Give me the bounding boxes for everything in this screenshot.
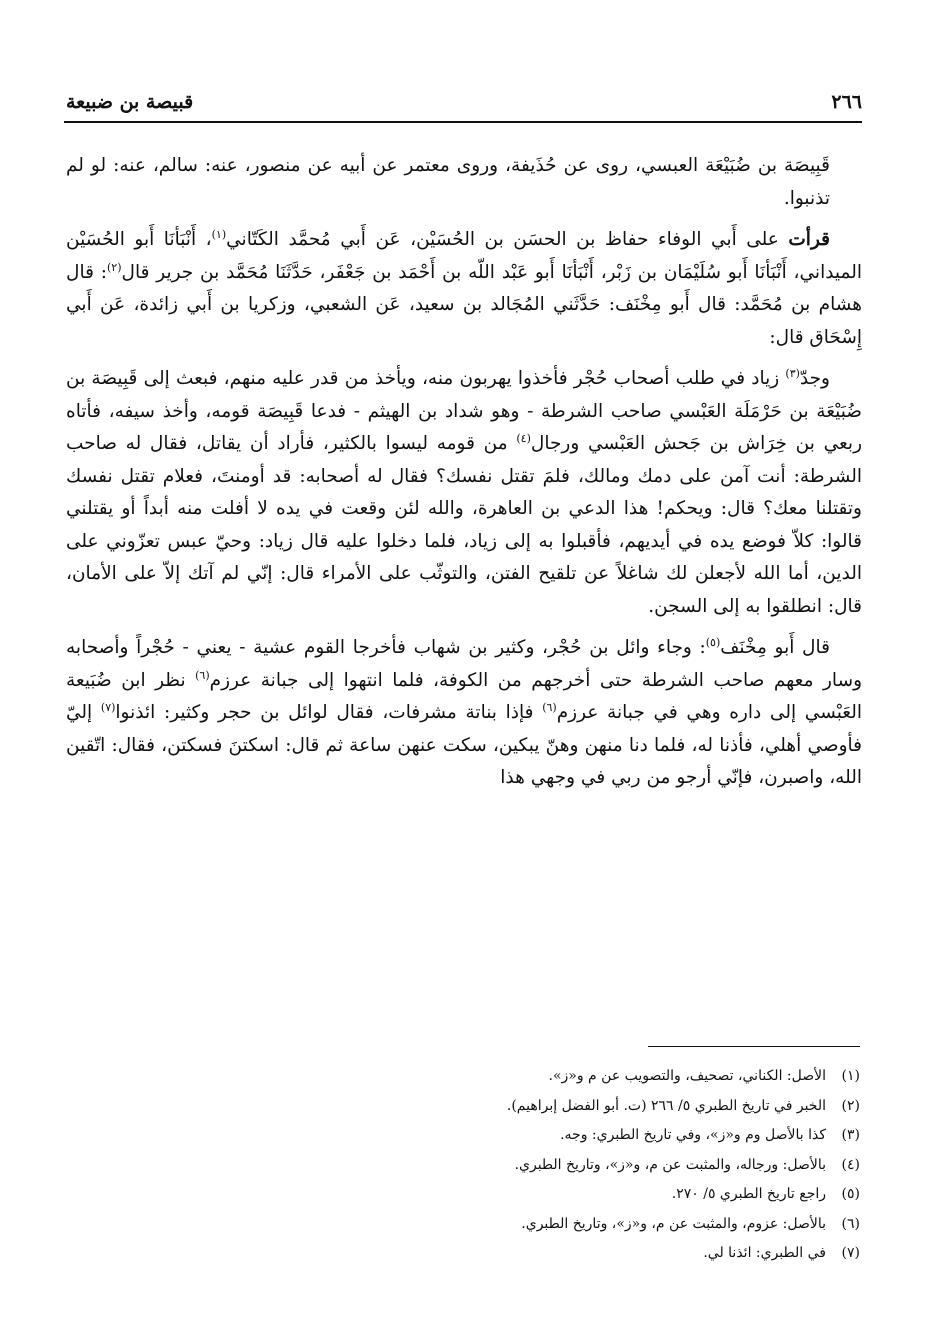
paragraph: قَبِيصَة بن ضُبَيْعَة العبسي، روى عن حُذَيفة، وروى معتمر عن أبيه عن منصور، عنه: سالم، عنه: لو لم تذنبوا.: [66, 155, 830, 209]
footnote-ref: (٦): [542, 700, 557, 714]
footnote-text: بالأصل: عزوم، والمثبت عن م، و«ز»، وتاريخ الطبري.: [521, 1215, 826, 1232]
footnote-number: (١): [841, 1068, 860, 1084]
footnote-ref: (٥): [705, 635, 721, 649]
paragraph-text: على أَبي الوفاء حفاظ بن الحسَن بن الحُسَيْن، عَن أَبي مُحمَّد الكَتّاني: [226, 229, 789, 250]
footnote: [300, 1151, 860, 1181]
footnote-text: راجع تاريخ الطبري ٥/ ٢٧٠.: [671, 1186, 826, 1202]
footnote: [300, 1210, 860, 1240]
footnotes: [300, 1062, 860, 1269]
paragraph-lead: قرأت: [788, 229, 830, 250]
footnote-number: (٧): [841, 1245, 860, 1261]
footnote-ref: (٢): [106, 260, 122, 274]
paragraph: [66, 363, 862, 623]
paragraph-text: زياد في طلب أصحاب حُجْر فأخذوا يهربون منه، ويأخذ من قدر عليه منهم، فبعث إلى قَبِيصَة بن ضُبَيْعَة بن حَرْمَلَة العَبْسي صاحب الشرطة - وهو شداد بن الهيثم - فدعا قَبِيصَة قومه، وأخذ سيفه، فأتاه ربعي بن خِرَاش بن جَحش العَبْسي ورجال: [66, 368, 862, 454]
footnote-number: (٢): [841, 1097, 860, 1114]
footnote: [300, 1180, 860, 1210]
running-title: قبيصة بن ضبيعة: [66, 91, 194, 113]
paragraph-text: من قومه ليسوا بالكثير، فأراد أن يقاتل، فقال له صاحب الشرطة: أنت آمن على دمك ومالك، فلمَ تقتل نفسك؟ فقال له أصحابه: قد أومنتَ، فعلام تقتل نفسك وتقتلنا معك؟ قال: ويحكم! هذا الدعي بن العاهرة، والله لئن وقعت في يده لا أفلت منه أبداً أو يقتلني قالوا: كلاّ فوضع يده في أيديهم، فأقبلوا به إلى زياد، فلما دخلوا عليه قال زياد: وحيّ عبس تعزّوني على الدين، أما الله لأجعلن لك شاغلاً عن تلقيح الفتن، والتوثّب على الأمراء قال: إنّي لم آتك إلاّ على الأمان، قال: انطلقوا به إلى السجن.: [66, 433, 862, 617]
paragraph-text: ، أَنْبَأنَا أَبو الحُسَيْن الميداني، أَنْبَأنَا أَبو سُلَيْمَان بن زَبْر، أَنْبَأنَا أَبو عَبْد اللّه بن أَحْمَد بن جَعْفَر، حَدَّثَنَا مُحَمَّد بن جرير قال: [66, 229, 862, 283]
footnote-ref: (٧): [100, 700, 116, 714]
footnote-text: الخبر في تاريخ الطبري ٥/ ٢٦٦ (ت. أبو الفضل إبراهيم).: [506, 1097, 826, 1114]
footnote-number: (٣): [841, 1127, 860, 1143]
footnote: [300, 1121, 860, 1151]
main-text: [66, 150, 862, 804]
paragraph-text: قال أَبو مِخْنَف: [720, 637, 830, 658]
footnote-text: بالأصل: ورجاله، والمثبت عن م، و«ز»، وتاريخ الطبري.: [514, 1156, 826, 1173]
footnote-ref: (١): [211, 227, 227, 241]
footnote: [300, 1092, 860, 1122]
paragraph-text: فإذا بناتة مشرفات، فقال لوائل بن حجر وكثير: ائذنوا: [115, 702, 543, 723]
footnote-text: الأصل: الكناني، تصحيف، والتصويب عن م و«ز».: [548, 1068, 826, 1084]
paragraph-text: إليّ فأوصي أهلي، فأذنا له، فلما دنا منهن وهنّ يبكين، سكت عنهن ساعة ثم قال: اسكتنَ فسكتن، فقال: اتّقين الله، واصبرن، فإنّي أرجو من ربي في وجهي هذا: [66, 702, 862, 788]
paragraph: [66, 224, 862, 354]
footnote-ref: (٦): [195, 668, 210, 682]
paragraph-text: وجدّ: [799, 368, 830, 389]
footnote-text: في الطبري: ائذنا لي.: [703, 1245, 826, 1261]
paragraph-text: نظر ابن ضُبَيعة العَبْسي إلى داره وهي في جبانة عرزم: [66, 669, 863, 723]
paragraph-text: : وجاء وائل بن حُجْر، وكثير بن شهاب فأخرجا القوم عشية - يعني - حُجْراً وأصحابه وسار معهم صاحب الشرطة حتى أخرجهم من الكوفة، فلما انتهوا إلى جبانة عرزم: [66, 637, 863, 691]
footnote-number: (٤): [841, 1156, 860, 1173]
footnote-text: كذا بالأصل وم و«ز»، وفي تاريخ الطبري: وجه.: [560, 1127, 826, 1143]
footnote: [300, 1062, 860, 1092]
footnote: [300, 1239, 860, 1269]
footnote-ref: (٤): [516, 431, 531, 445]
footnote-number: (٦): [841, 1215, 860, 1232]
footnote-rule: [648, 1046, 860, 1047]
footnote-ref: (٣): [785, 366, 800, 380]
footnote-number: (٥): [841, 1186, 860, 1202]
paragraph: [66, 632, 862, 795]
page-number: ٢٦٦: [831, 91, 862, 113]
header-rule: [64, 121, 862, 123]
paragraph-text: : قال هشام بن مُحَمَّد: قال أَبو مِخْنَف: حَدَّثَني المُجَالد بن سعيد، عَن الشعبي، وزكريا بن أَبي زائدة، عَن أَبي إِسْحَاق قال:: [66, 261, 862, 348]
page-header: [66, 80, 862, 116]
